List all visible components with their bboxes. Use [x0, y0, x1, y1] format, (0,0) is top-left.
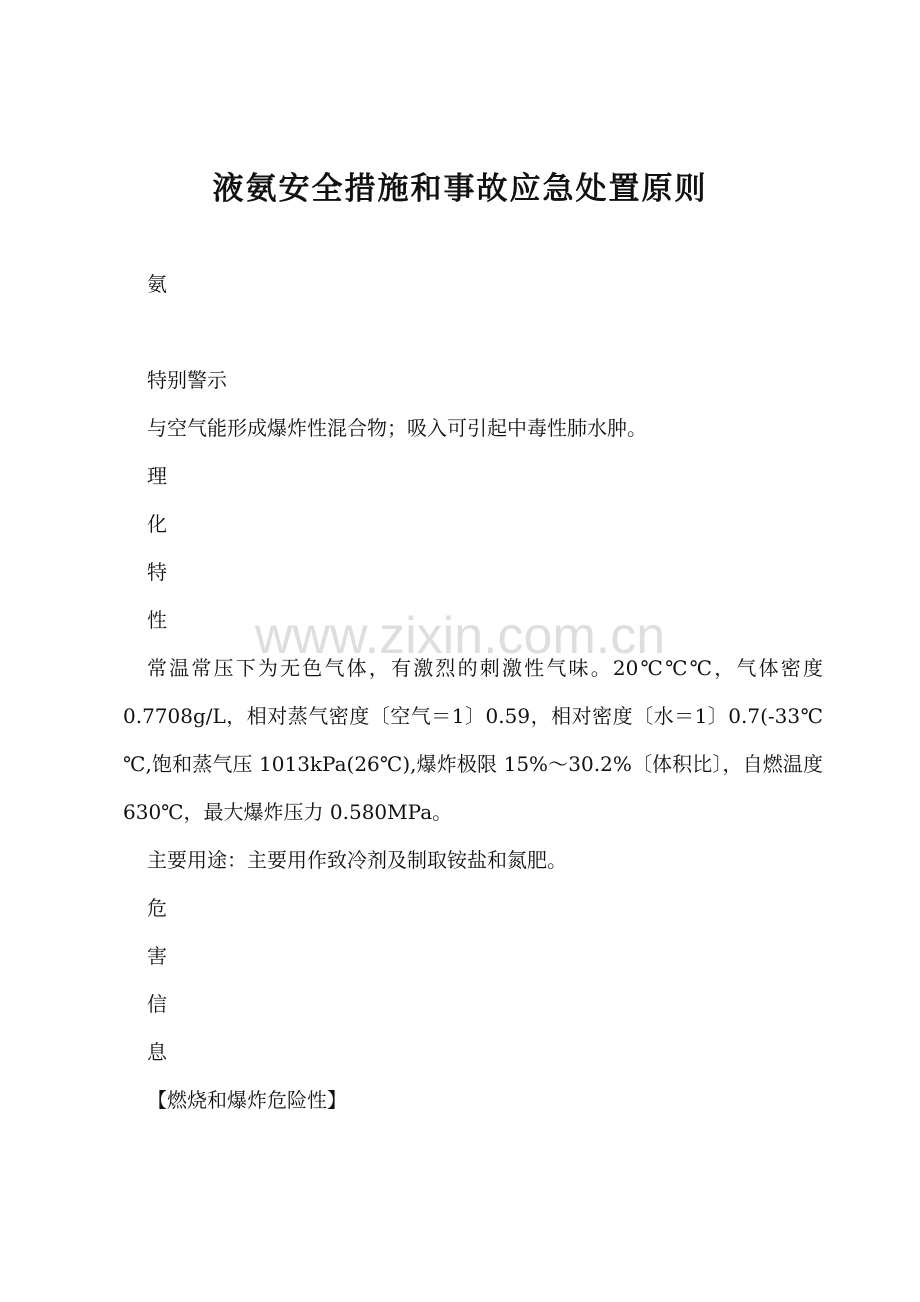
physical-properties-text: 常温常压下为无色气体，有激烈的刺激性气味。20℃℃℃，气体密度 0.7708g/L，相对蒸气密度〔空气＝1〕0.59，相对密度〔水＝1〕0.7(-33℃℃,饱和蒸气压 1013kPa(26℃),爆炸极限 15%～30.2%〔体积比〕，自燃温度 630℃，最大爆炸压力 0.580MPa。	[123, 656, 823, 824]
props-heading-char-4: 性	[147, 608, 167, 632]
props-heading-char-1: 理	[147, 464, 167, 488]
hazard-heading-char-4: 息	[147, 1040, 167, 1064]
hazard-heading-char-3: 信	[147, 992, 167, 1016]
props-heading-char-2: 化	[147, 512, 167, 536]
document-title: 液氨安全措施和事故应急处置原则	[212, 171, 708, 207]
main-uses-text: 主要用途：主要用作致冷剂及制取铵盐和氮肥。	[147, 848, 567, 872]
warning-text: 与空气能形成爆炸性混合物；吸入可引起中毒性肺水肿。	[147, 416, 647, 440]
warning-heading: 特别警示	[147, 368, 227, 392]
substance-name: 氨	[147, 272, 167, 296]
hazard-heading-char-2: 害	[147, 944, 167, 968]
props-heading-char-3: 特	[147, 560, 167, 584]
watermark: www.zixin.com.cn	[254, 607, 666, 665]
fire-explosion-heading: 【燃烧和爆炸危险性】	[147, 1088, 347, 1112]
hazard-heading-char-1: 危	[147, 896, 167, 920]
